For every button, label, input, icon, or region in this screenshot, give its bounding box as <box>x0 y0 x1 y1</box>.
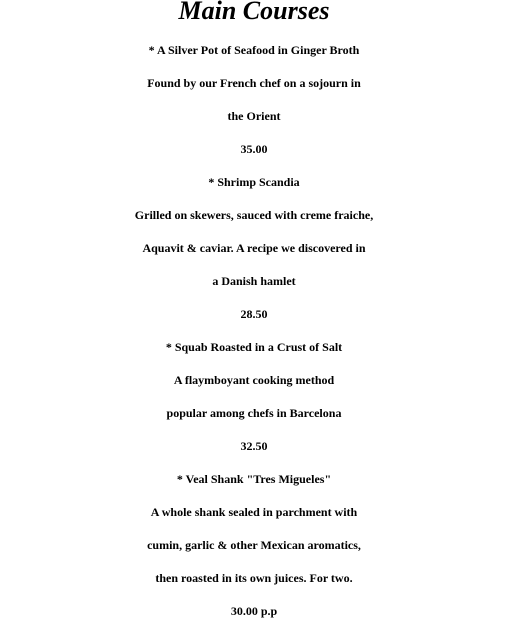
dish-1-price: 35.00 <box>240 142 268 156</box>
dish-4-description: A whole shank sealed in parchment with <box>150 505 358 519</box>
dish-2-description: Grilled on skewers, sauced with creme fraiche, <box>134 208 374 222</box>
dish-3-description: A flaymboyant cooking method <box>173 373 335 387</box>
dish-4-price: 30.00 p.p <box>230 604 278 618</box>
dish-1-name: * A Silver Pot of Seafood in Ginger Broth <box>148 43 360 57</box>
dish-3-name: * Squab Roasted in a Crust of Salt <box>165 340 343 354</box>
dish-4-name: * Veal Shank "Tres Migueles" <box>176 472 332 486</box>
dish-1-description: the Orient <box>227 109 281 123</box>
dish-2-price: 28.50 <box>240 307 268 321</box>
dish-3-price: 32.50 <box>240 439 268 453</box>
dish-1-description: Found by our French chef on a sojourn in <box>147 76 361 90</box>
page-title: Main Courses <box>178 0 330 25</box>
dish-2-name: * Shrimp Scandia <box>208 175 300 189</box>
dish-3-description: popular among chefs in Barcelona <box>166 406 342 420</box>
dish-4-description: then roasted in its own juices. For two. <box>155 571 353 585</box>
dish-2-description: Aquavit & caviar. A recipe we discovered in <box>142 241 366 255</box>
dish-2-description: a Danish hamlet <box>212 274 296 288</box>
dish-4-description: cumin, garlic & other Mexican aromatics, <box>147 538 361 552</box>
